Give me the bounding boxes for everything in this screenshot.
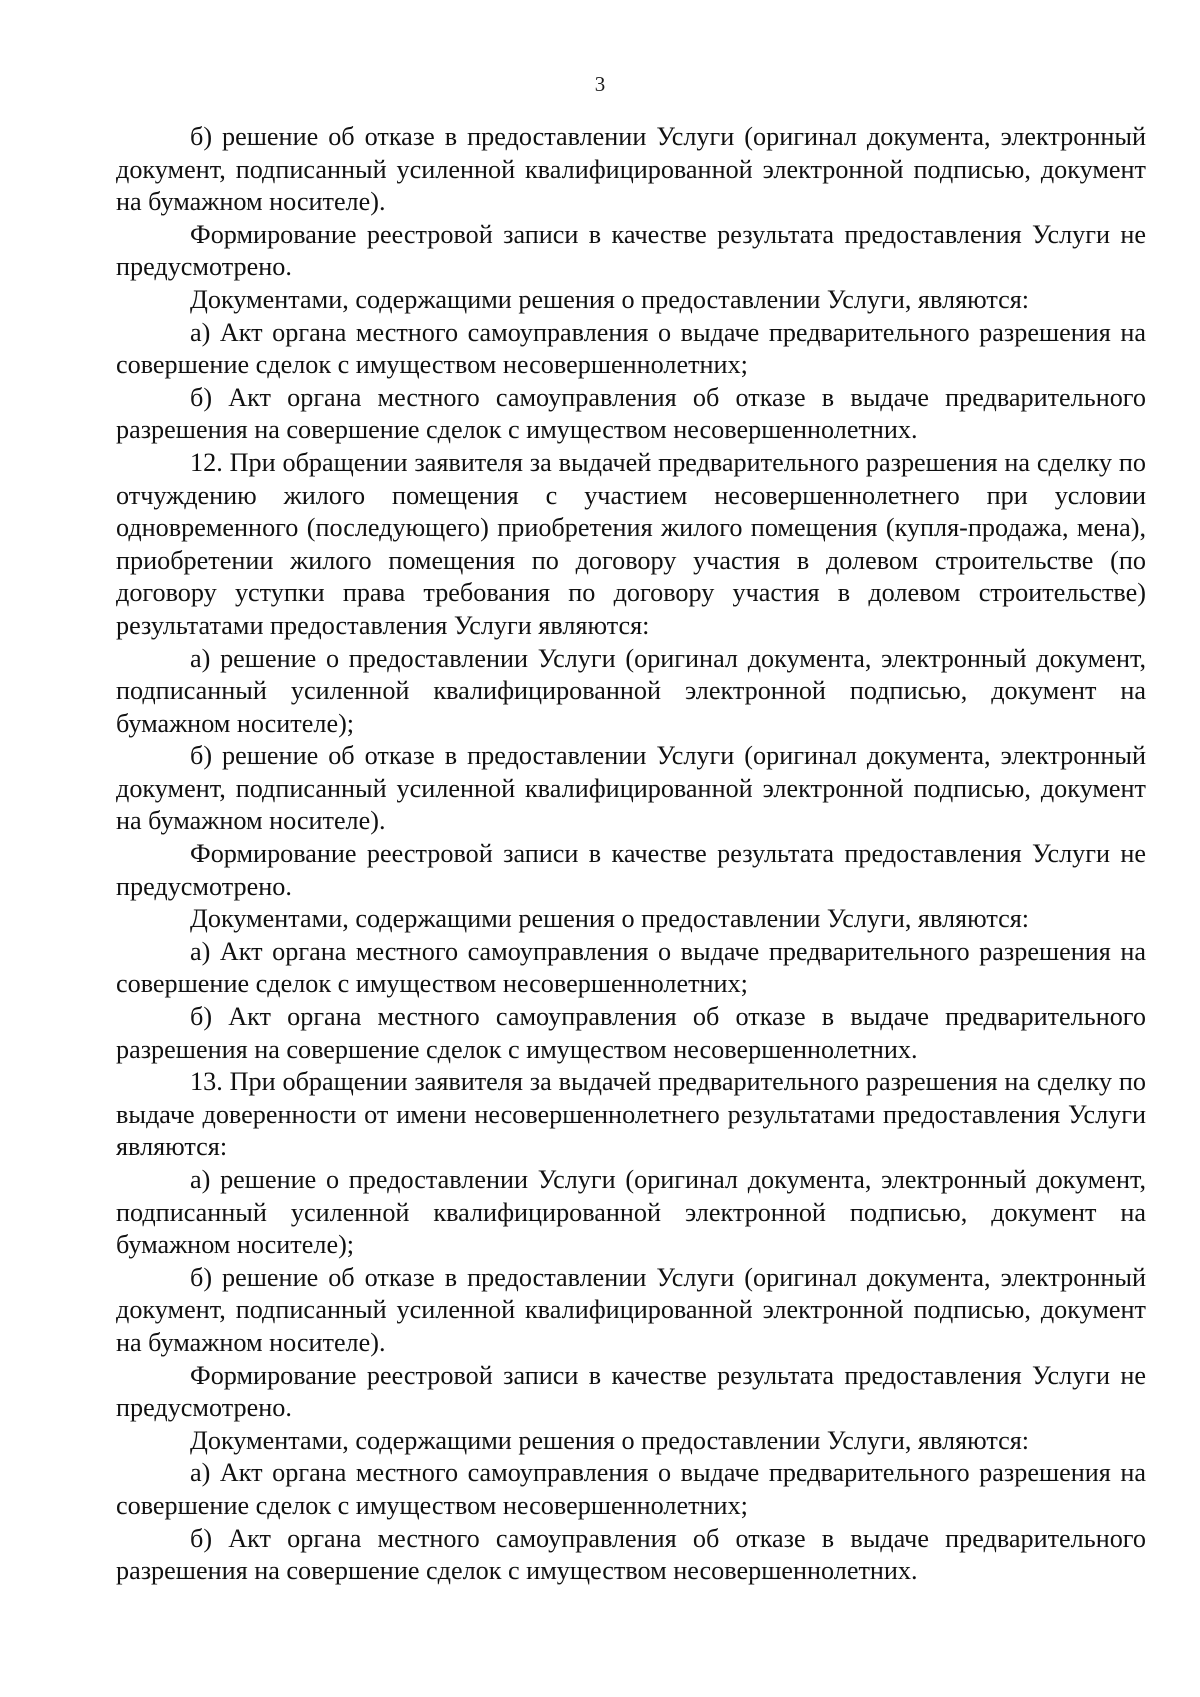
page-number: 3 xyxy=(594,72,606,96)
paragraph-decision-documents: Документами, содержащими решения о предоставлении Услуги, являются: xyxy=(190,1425,1030,1455)
paragraph-result-refusal: б) решение об отказе в предоставлении Услуги (оригинал документа, электронный документ, подписанный усиленной квалифицированной электронной подписью, документ на бумажном носителе). xyxy=(116,1262,1146,1357)
paragraph-result-grant: а) решение о предоставлении Услуги (оригинал документа, электронный документ, подписанный усиленной квалифицированной электронной подписью, документ на бумажном носителе); xyxy=(116,1165,1146,1260)
paragraph-result-refusal: б) решение об отказе в предоставлении Услуги (оригинал документа, электронный документ, подписанный усиленной квалифицированной электронной подписью, документ на бумажном носителе). xyxy=(116,741,1146,836)
paragraph-registry-note: Формирование реестровой записи в качестве результата предоставления Услуги не предусмотрено. xyxy=(116,839,1146,901)
paragraph-act-refusal: б) Акт органа местного самоуправления об отказе в выдаче предварительного разрешения на совершение сделок с имуществом несовершеннолетних. xyxy=(116,1523,1146,1586)
paragraph-result-grant: а) решение о предоставлении Услуги (оригинал документа, электронный документ, подписанный усиленной квалифицированной электронной подписью, документ на бумажном носителе); xyxy=(116,643,1146,738)
paragraph-clause-13: 13. При обращении заявителя за выдачей предварительного разрешения на сделку по выдаче доверенности от имени несовершеннолетнего результатами предоставления Услуги являются: xyxy=(116,1067,1146,1162)
document-body xyxy=(116,121,1146,1588)
paragraph-act-refusal: б) Акт органа местного самоуправления об отказе в выдаче предварительного разрешения на совершение сделок с имуществом несовершеннолетних. xyxy=(116,1002,1146,1064)
paragraph-registry-note: Формирование реестровой записи в качестве результата предоставления Услуги не предусмотрено. xyxy=(116,219,1146,282)
paragraph-decision-documents: Документами, содержащими решения о предоставлении Услуги, являются: xyxy=(190,284,1030,314)
paragraph-act-grant: а) Акт органа местного самоуправления о выдаче предварительного разрешения на совершение сделок с имуществом несовершеннолетних; xyxy=(116,1458,1146,1520)
paragraph-registry-note: Формирование реестровой записи в качестве результата предоставления Услуги не предусмотрено. xyxy=(116,1360,1146,1423)
paragraph-decision-documents: Документами, содержащими решения о предоставлении Услуги, являются: xyxy=(190,904,1030,934)
paragraph-act-refusal: б) Акт органа местного самоуправления об отказе в выдаче предварительного разрешения на совершение сделок с имуществом несовершеннолетних. xyxy=(116,382,1146,445)
paragraph-act-grant: а) Акт органа местного самоуправления о выдаче предварительного разрешения на совершение сделок с имуществом несовершеннолетних; xyxy=(116,317,1146,380)
paragraph-clause-12: 12. При обращении заявителя за выдачей предварительного разрешения на сделку по отчуждению жилого помещения с участием несовершеннолетнего при условии одновременного (последующего) приобретения жилого помещения (купля-продажа, мена), приобретении жилого помещения по договору участия в долевом строительстве (по договору уступки права требования по договору участия в долевом строительстве) результатами предоставления Услуги являются: xyxy=(116,447,1146,640)
paragraph-result-refusal: б) решение об отказе в предоставлении Услуги (оригинал документа, электронный документ, подписанный усиленной квалифицированной электронной подписью, документ на бумажном носителе). xyxy=(116,122,1146,217)
paragraph-act-grant: а) Акт органа местного самоуправления о выдаче предварительного разрешения на совершение сделок с имуществом несовершеннолетних; xyxy=(116,936,1146,999)
